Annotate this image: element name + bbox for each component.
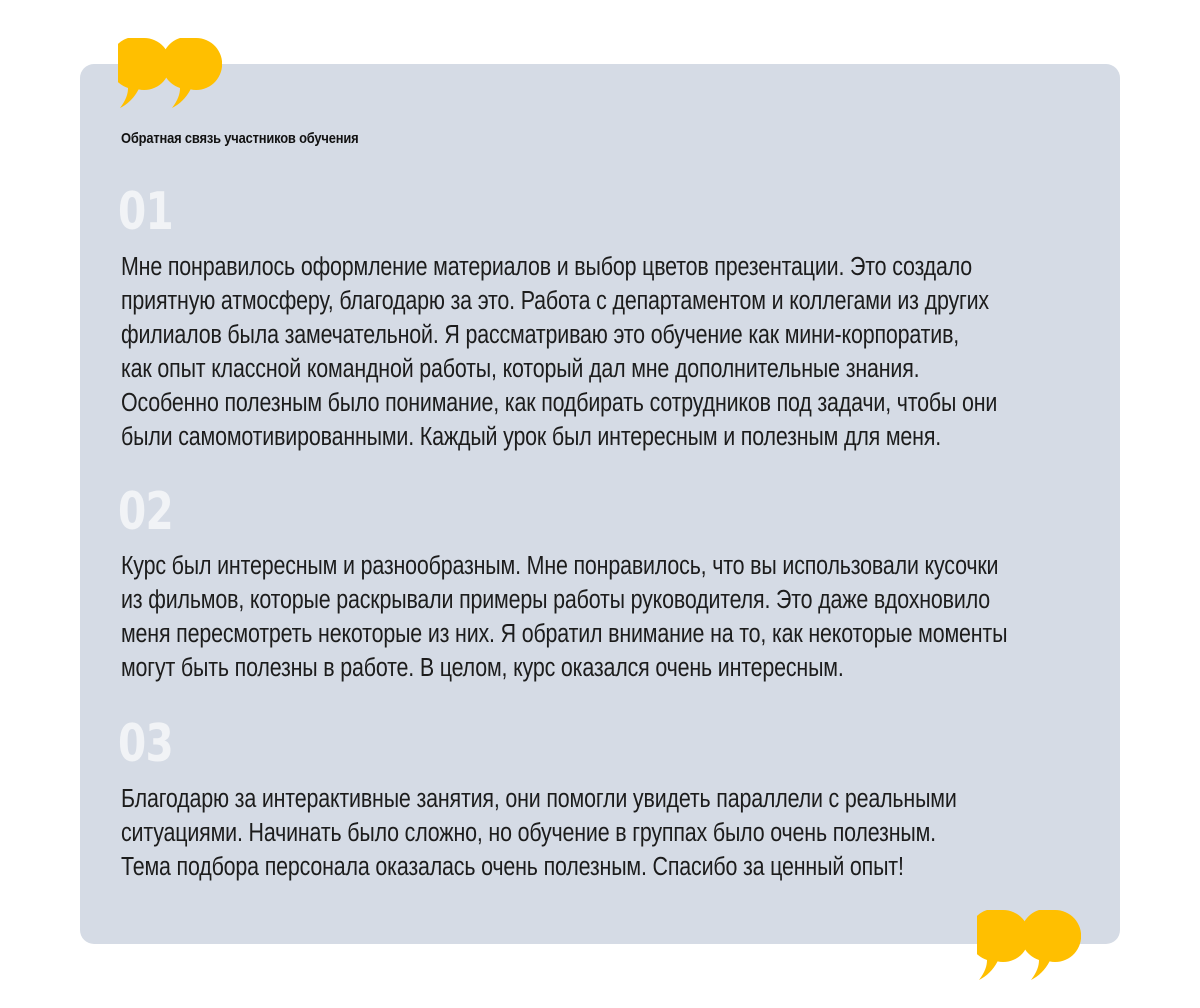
text-line: Особенно полезным было понимание, как подбирать сотрудников под задачи, чтобы они	[121, 389, 998, 417]
text-line: филиалов была замечательной. Я рассматриваю это обучение как мини-корпоратив,	[121, 321, 960, 349]
feedback-number: 03	[118, 714, 173, 774]
feedback-text	[121, 782, 1070, 884]
text-line: как опыт классной командной работы, который дал мне дополнительные знания.	[121, 355, 920, 383]
text-line: Мне понравилось оформление материалов и выбор цветов презентации. Это создало	[121, 253, 973, 281]
text-line: меня пересмотреть некоторые из них. Я обратил внимание на то, как некоторые моменты	[121, 620, 1008, 648]
page-heading: Обратная связь участников обучения	[121, 130, 359, 147]
text-line: Тема подбора персонала оказалась очень полезным. Спасибо за ценный опыт!	[121, 853, 904, 881]
opening-quote-icon	[118, 38, 222, 110]
closing-quote-icon	[977, 910, 1081, 982]
text-line: были самомотивированными. Каждый урок был интересным и полезным для меня.	[121, 423, 942, 451]
text-line: могут быть полезны в работе. В целом, курс оказался очень интересным.	[121, 654, 844, 682]
text-line: приятную атмосферу, благодарю за это. Работа с департаментом и коллегами из других	[121, 287, 989, 315]
text-line: Благодарю за интерактивные занятия, они помогли увидеть параллели с реальными	[121, 785, 957, 813]
text-line: из фильмов, которые раскрывали примеры работы руководителя. Это даже вдохновило	[121, 586, 991, 614]
feedback-text	[121, 549, 1070, 685]
text-line: Курс был интересным и разнообразным. Мне понравилось, что вы использовали кусочки	[121, 552, 999, 580]
feedback-number: 01	[118, 182, 173, 242]
feedback-number: 02	[118, 482, 173, 542]
feedback-text	[121, 250, 1070, 454]
text-line: ситуациями. Начинать было сложно, но обучение в группах было очень полезным.	[121, 819, 936, 847]
